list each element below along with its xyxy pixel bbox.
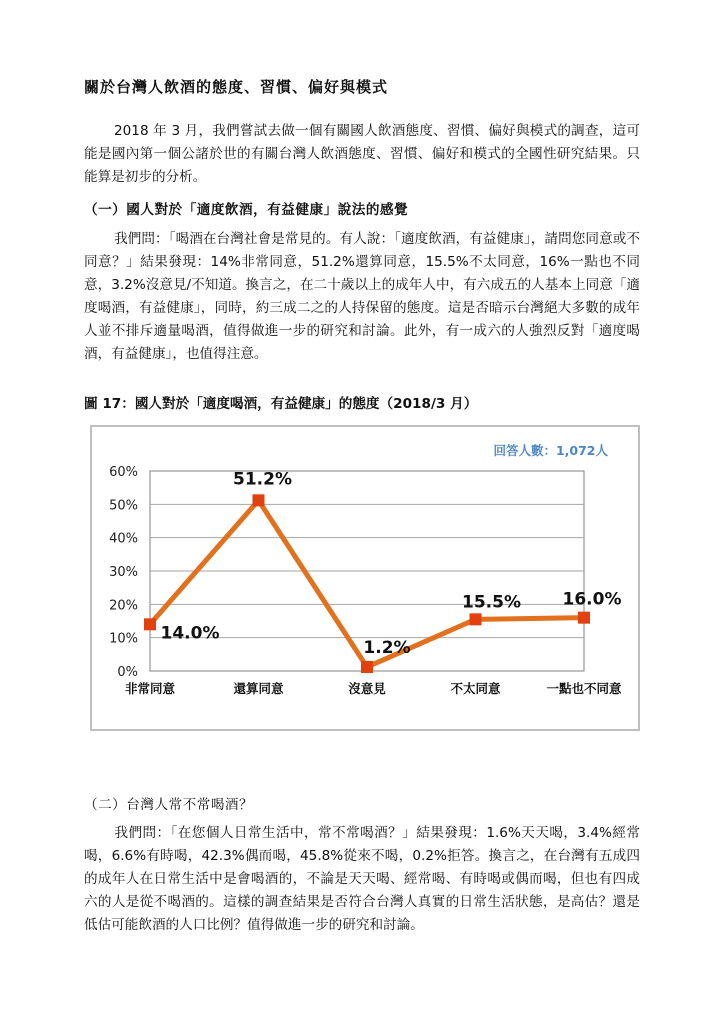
x-category-label: 一點也不同意 (546, 681, 622, 696)
document-title: 關於台灣人飲酒的態度、習慣、偏好與模式 (84, 78, 389, 96)
y-tick-label: 0% (117, 665, 138, 680)
x-category-label: 還算同意 (233, 681, 284, 696)
y-tick-label: 40% (109, 531, 138, 547)
data-point (361, 661, 373, 673)
line-chart (90, 425, 640, 731)
y-tick-label: 60% (109, 465, 138, 480)
y-tick-label: 30% (109, 565, 138, 580)
x-category-label: 不太同意 (450, 681, 501, 696)
data-label: 15.5% (462, 592, 521, 613)
intro-paragraph (84, 120, 640, 189)
section1-text: 我們問：「喝酒在台灣社會是常見的。有人說：「適度飲酒，有益健康」，請問您同意或不同意？」結果發現：14%非常同意，51.2%還算同意，15.5%不太同意，16%一點也不同意，3.2%沒意見/不知道。換言之，在二十歲以上的成年人中，有六成五的人基本上同意「適度喝酒，有益健康」，同時，約三成二之的人持保留的態度。這是否暗示台灣絕大多數的成年人並不排斥適量喝酒，值得做進一步的研究和討論。此外，有一成六的人強烈反對「適度喝酒，有益健康」，也值得注意。 (84, 231, 640, 362)
chart-svg (92, 427, 638, 729)
figure-caption: 圖 17：國人對於「適度喝酒，有益健康」的態度（2018/3 月） (84, 396, 478, 412)
section2-paragraph (84, 822, 640, 937)
data-point (144, 618, 156, 630)
y-tick-label: 10% (109, 631, 138, 647)
data-label: 16.0% (562, 589, 622, 610)
respondent-count-annotation: 回答人數：1,072人 (493, 443, 608, 458)
section2-text: 我們問：「在您個人日常生活中，常不常喝酒？」結果發現：1.6%天天喝，3.4%經常喝，6.6%有時喝，42.3%偶而喝，45.8%從來不喝，0.2%拒答。換言之，在台灣有五成四的成年人在日常生活中是會喝酒的，不論是天天喝、經常喝、有時喝或偶而喝，但也有四成六的人是從不喝酒的。這樣的調查結果是否符合台灣人真實的日常生活狀態，是高估？還是低估可能飲酒的人口比例？值得做進一步的研究和討論。 (84, 825, 640, 933)
section2-heading: （二）台灣人常不常喝酒？ (84, 797, 254, 813)
data-point (470, 613, 482, 625)
section1-paragraph (84, 228, 640, 366)
x-category-label: 非常同意 (124, 681, 176, 696)
data-label: 1.2% (363, 638, 411, 658)
x-category-label: 沒意見 (348, 681, 386, 696)
y-tick-label: 20% (109, 598, 138, 614)
y-tick-label: 50% (109, 498, 138, 514)
data-point (578, 612, 590, 624)
data-label: 14.0% (160, 623, 220, 644)
data-label: 51.2% (233, 469, 292, 490)
intro-text: 2018 年 3 月，我們嘗試去做一個有關國人飲酒態度、習慣、偏好與模式的調查，這可能是國內第一個公諸於世的有關台灣人飲酒態度、習慣、偏好和模式的全國性研究結果。只能算是初步的分析。 (84, 123, 640, 185)
data-point (253, 494, 265, 506)
section1-heading: （一）國人對於「適度飲酒，有益健康」說法的感覺 (84, 202, 409, 218)
